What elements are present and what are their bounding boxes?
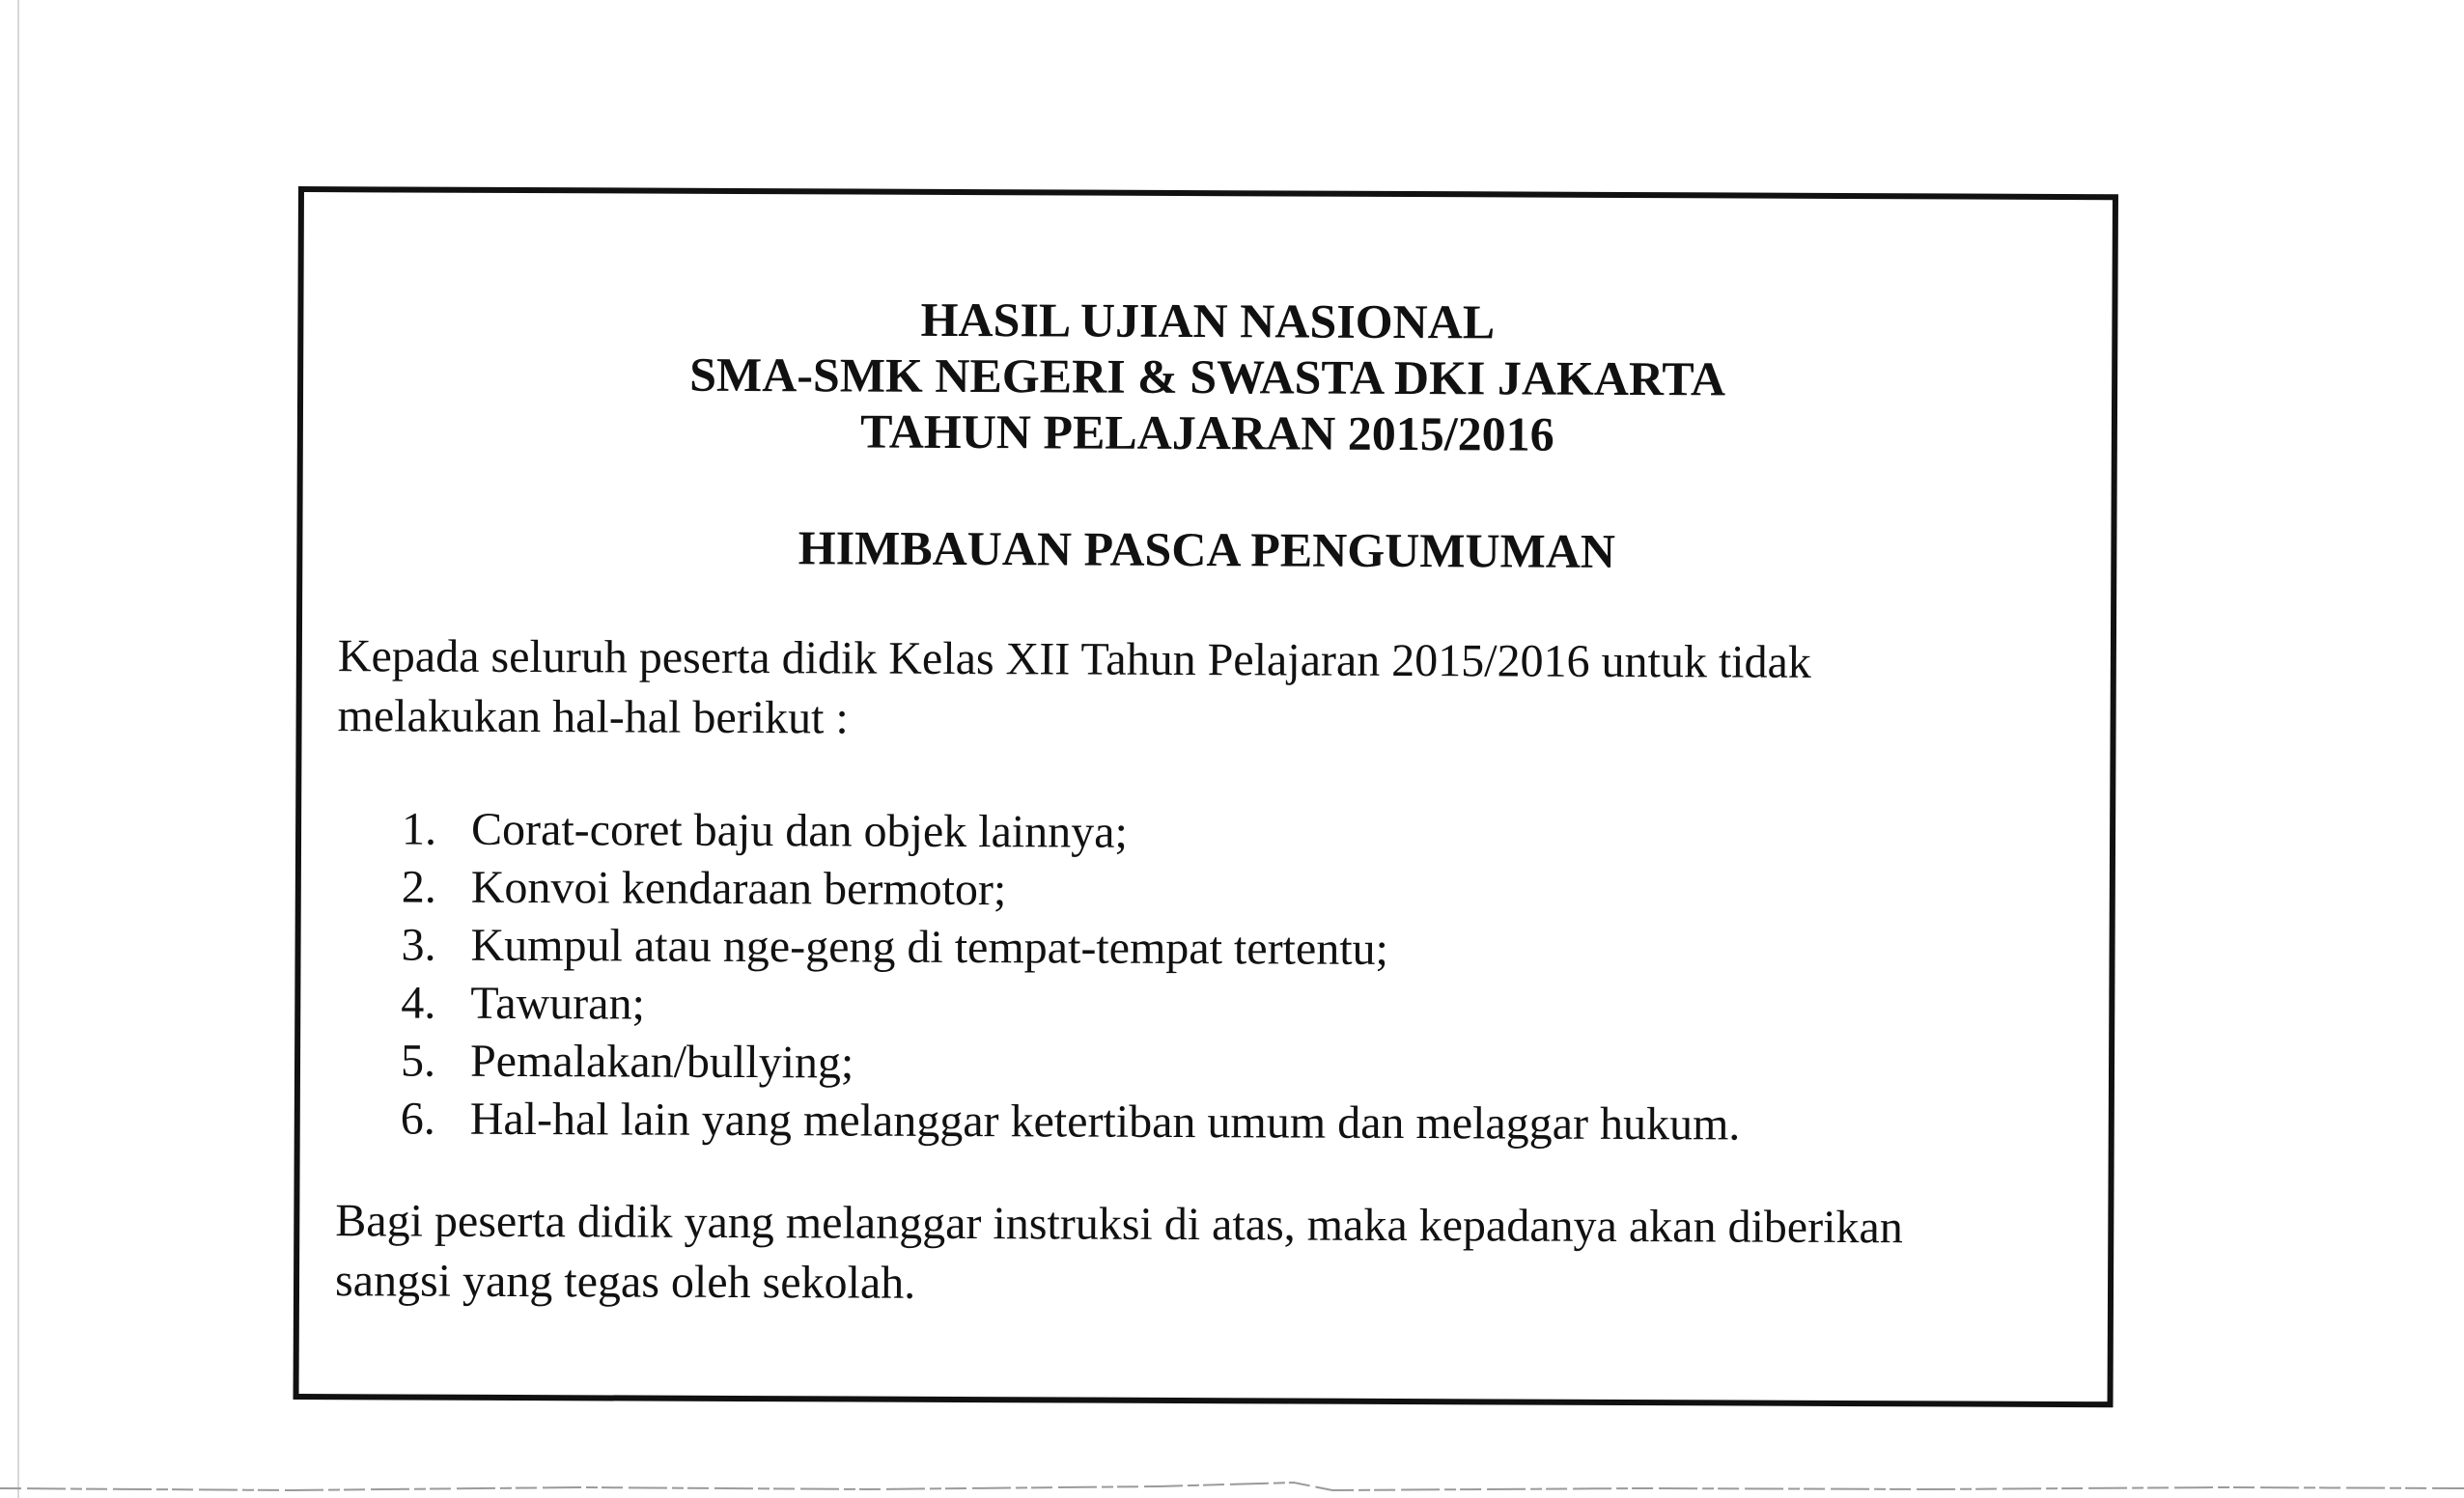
list-item-text: Kumpul atau nge-geng di tempat-tempat tertentu; [470, 919, 1389, 975]
prohibited-actions-list [401, 800, 2044, 1154]
heading-line-1: HASIL UJIAN NASIONAL [920, 291, 1496, 349]
scan-bottom-edge [0, 1479, 2464, 1498]
list-item [401, 1090, 2042, 1154]
list-item-text: Corat-coret baju dan objek lainnya; [470, 803, 1128, 858]
intro-paragraph [337, 626, 2057, 754]
list-item [401, 974, 2042, 1039]
list-item-number: 4. [401, 977, 436, 1029]
closing-line-1: Bagi peserta didik yang melanggar instruksi di atas, maka kepadanya akan diberikan [335, 1195, 1903, 1254]
list-item-text: Pemalakan/bullying; [469, 1035, 854, 1089]
list-item-text: Hal-hal lain yang melanggar ketertiban umum dan melaggar hukum. [469, 1093, 1741, 1151]
list-item-number: 1. [401, 803, 437, 855]
list-item [402, 800, 2043, 865]
heading-line-3: TAHUN PELAJARAN 2015/2016 [860, 403, 1554, 461]
list-item [402, 858, 2043, 923]
document-heading [303, 289, 2113, 464]
list-item-number: 5. [400, 1035, 436, 1087]
intro-line-2: melakukan hal-hal berikut : [337, 690, 849, 744]
list-item-number: 2. [401, 861, 436, 913]
scan-left-edge [17, 0, 19, 1498]
list-item-number: 6. [400, 1093, 435, 1145]
list-item-text: Tawuran; [470, 977, 645, 1030]
list-item-text: Konvoi kendaraan bermotor; [470, 861, 1007, 916]
heading-line-2: SMA-SMK NEGERI & SWASTA DKI JAKARTA [689, 347, 1726, 406]
closing-line-2: sangsi yang tegas oleh sekolah. [334, 1255, 916, 1309]
list-item-number: 3. [401, 919, 436, 971]
notice-subheading: HIMBAUAN PASCA PENGUMUMAN [798, 520, 1616, 578]
list-item [401, 1032, 2042, 1096]
intro-line-1: Kepada seluruh peserta didik Kelas XII Tahun Pelajaran 2015/2016 untuk tidak [337, 630, 1811, 688]
notice-box [294, 186, 2118, 1407]
closing-paragraph [335, 1191, 2055, 1318]
list-item [401, 916, 2042, 981]
